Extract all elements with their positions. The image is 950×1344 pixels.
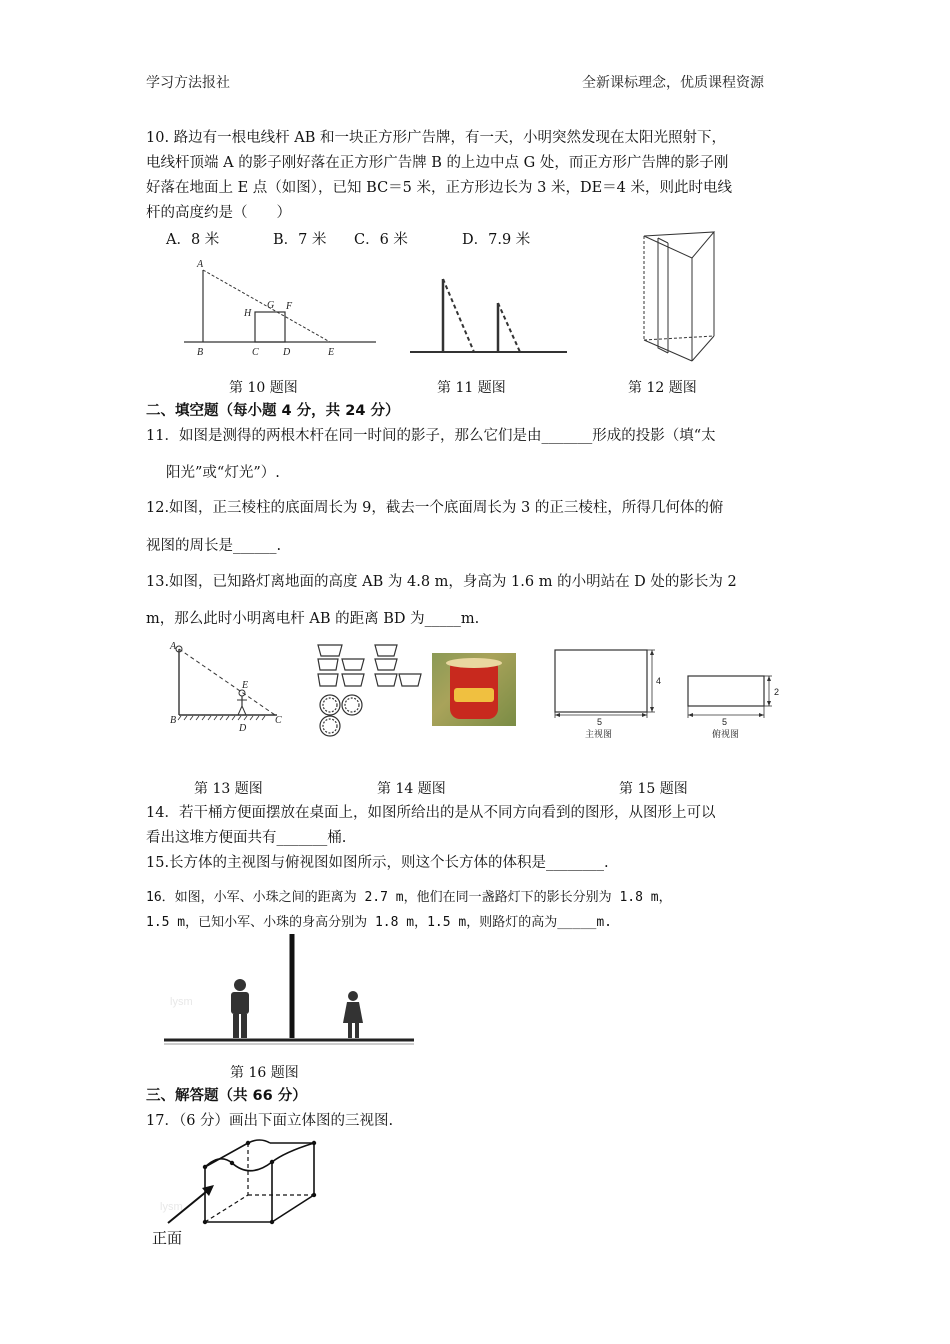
figure-17 (150, 1135, 330, 1255)
fig12-top-face (644, 232, 714, 258)
q11-line2: 阳光”或“灯光”）. (166, 465, 280, 481)
fig14-noodle-photo (432, 653, 516, 726)
fig13-label-e: E (242, 680, 249, 691)
q10-option-c: C．6 米 (354, 232, 408, 248)
caption-fig10: 第 10 题图 (229, 380, 298, 396)
fig15-top-view (688, 676, 764, 706)
figure-13 (165, 640, 290, 735)
fig13-label-d: D (239, 723, 247, 734)
fig10-label-h: H (244, 308, 252, 319)
q10-option-d: D．7.9 米 (462, 232, 531, 248)
q15-line1: 15.长方体的主视图与俯视图如图所示，则这个长方体的体积是________. (146, 855, 609, 871)
q14-line2: 看出这堆方便面共有_______桶. (146, 830, 347, 846)
q14-line1: 14．若干桶方便面摆放在桌面上，如图所给出的是从不同方向看到的图形，从图形上可以 (146, 805, 716, 821)
figure-11 (405, 270, 570, 360)
caption-fig13: 第 13 题图 (194, 781, 263, 797)
fig16-person-xiaozhu (343, 991, 363, 1038)
fig17-watermark: lysm (160, 1201, 183, 1213)
fig13-label-b: B (170, 715, 177, 726)
caption-fig15: 第 15 题图 (619, 781, 688, 797)
q11-line1: 11．如图是测得的两根木杆在同一时间的影子，那么它们是由_______形成的投影（填“太 (146, 428, 716, 444)
q16-line2: 1.5 m，已知小军、小珠的身高分别为 1.8 m，1.5 m，则路灯的高为_____m. (146, 915, 613, 930)
fig10-label-a: A (197, 259, 204, 270)
section-2-heading: 二、填空题（每小题 4 分，共 24 分） (146, 403, 400, 419)
fig15-front-view (555, 650, 647, 712)
fig14-side-view (375, 645, 421, 686)
fig15-top-label: 俯视图 (712, 729, 740, 739)
fig10-label-f: F (286, 301, 293, 312)
figure-15 (548, 645, 788, 740)
figure-10 (180, 255, 380, 360)
fig17-front-label: 正面 (152, 1229, 183, 1247)
q13-line1: 13.如图，已知路灯离地面的高度 AB 为 4.8 m，身高为 1.6 m 的小明站在 D 处的影长为 2 (146, 574, 737, 590)
fig10-label-c: C (252, 347, 259, 358)
fig10-label-e: E (328, 347, 335, 358)
noodle-cup-lid (446, 658, 502, 668)
fig14-front-view (318, 645, 364, 686)
fig10-label-b: B (197, 347, 204, 358)
noodle-cup-band (454, 688, 494, 702)
fig13-label-c: C (275, 715, 282, 726)
caption-fig16: 第 16 题图 (230, 1065, 299, 1081)
fig13-light-ray (179, 649, 275, 715)
q13-line2: m，那么此时小明离电杆 AB 的距离 BD 为_____m. (146, 611, 480, 627)
q10-line3: 好落在地面上 E 点（如图），已知 BC＝5 米，正方形边长为 3 米，DE＝4 米，则此时电线 (146, 180, 733, 196)
q12-line2: 视图的周长是______. (146, 538, 282, 554)
header-right: 全新课标理念，优质课程资源 (582, 75, 764, 91)
q16-line1: 16．如图，小军、小珠之间的距离为 2.7 m，他们在同一盏路灯下的影长分别为 1.8 m， (146, 890, 672, 905)
caption-fig14: 第 14 题图 (377, 781, 446, 797)
caption-fig12: 第 12 题图 (628, 380, 697, 396)
q10-line1: 10. 路边有一根电线杆 AB 和一块正方形广告牌，有一天，小明突然发现在太阳光照射下， (146, 130, 727, 146)
fig11-shadow-2 (498, 303, 520, 352)
q12-line1: 12.如图，正三棱柱的底面周长为 9，截去一个底面周长为 3 的正三棱柱，所得几何体的俯 (146, 500, 724, 516)
header-left: 学习方法报社 (146, 75, 230, 91)
fig15-front-height: 4 (656, 676, 662, 686)
fig14-top-view (320, 695, 362, 736)
fig17-top-curve (205, 1143, 314, 1171)
figure-14-views (315, 643, 425, 738)
caption-fig11: 第 11 题图 (437, 380, 506, 396)
fig10-label-d: D (283, 347, 291, 358)
q10-option-b: B．7 米 (273, 232, 327, 248)
fig13-label-a: A (170, 641, 177, 652)
fig15-front-width: 5 (597, 717, 603, 727)
q10-option-a: A．8 米 (166, 232, 220, 248)
fig15-front-label: 主视图 (585, 729, 613, 739)
q17-line1: 17．（6 分）画出下面立体图的三视图. (146, 1113, 394, 1129)
figure-16 (160, 930, 420, 1050)
fig15-top-width: 5 (722, 717, 728, 727)
figure-12 (635, 228, 720, 368)
q10-line4: 杆的高度约是（ ） (146, 205, 291, 221)
fig15-top-height: 2 (774, 687, 780, 697)
fig11-shadow-1 (443, 279, 474, 352)
fig10-billboard (255, 312, 285, 342)
fig16-person-xiaojun (231, 979, 249, 1038)
fig16-watermark: lysm (170, 996, 193, 1008)
fig12-cut-prism (658, 238, 668, 353)
fig13-person (237, 690, 247, 715)
q10-line2: 电线杆顶端 A 的影子刚好落在正方形广告牌 B 的上边中点 G 处，而正方形广告牌的影子刚 (146, 155, 729, 171)
fig10-label-g: G (267, 300, 275, 311)
section-3-heading: 三、解答题（共 66 分） (146, 1088, 307, 1104)
